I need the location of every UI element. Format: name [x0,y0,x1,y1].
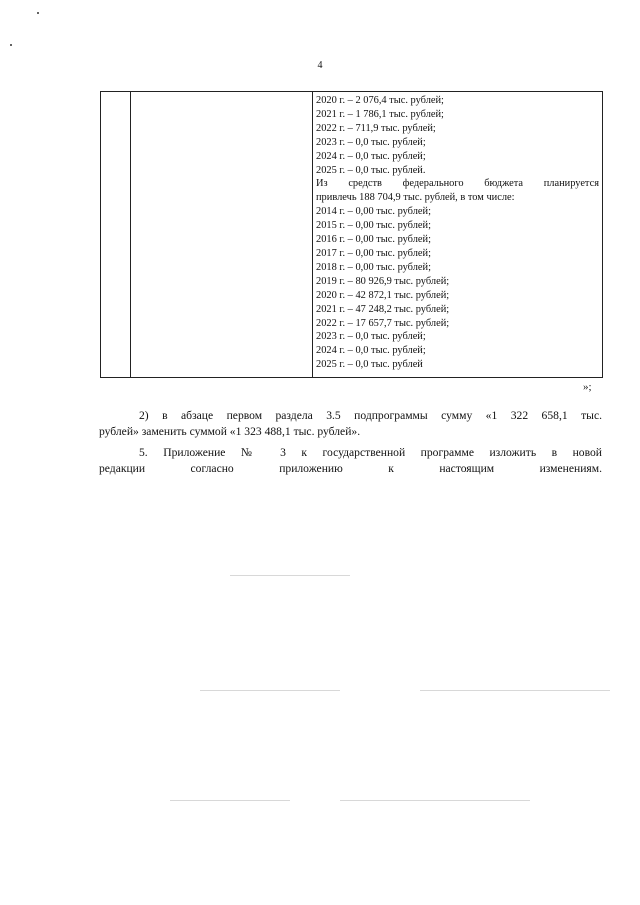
scan-speck [37,12,39,14]
scan-bleed-mark [170,800,290,801]
paragraph-line: редакции согласно приложению к настоящим изменениям. [99,461,602,475]
financing-line: 2020 г. – 2 076,4 тыс. рублей; [316,95,444,106]
financing-line: 2025 г. – 0,0 тыс. рублей. [316,164,426,176]
financing-line: привлечь 188 704,9 тыс. рублей, в том числе: [316,192,515,204]
table-column-divider [312,92,313,377]
financing-line: Из средств федерального бюджета планируется [316,178,599,190]
scan-bleed-mark [230,575,350,576]
scan-bleed-mark [420,690,610,691]
financing-line: 2019 г. – 80 926,9 тыс. рублей; [316,275,450,287]
scan-bleed-mark [200,690,340,691]
paragraph-line: 2) в абзаце первом раздела 3.5 подпрограммы сумму «1 322 658,1 тыс. [139,409,602,422]
closing-quote: »; [583,381,592,393]
financing-line: 2020 г. – 42 872,1 тыс. рублей; [316,289,450,301]
financing-line: 2024 г. – 0,0 тыс. рублей; [316,345,426,357]
financing-line: 2021 г. – 1 786,1 тыс. рублей; [316,108,444,120]
financing-line: 2014 г. – 0,00 тыс. рублей; [316,206,431,218]
table-column-divider [130,92,131,377]
page-number: 4 [317,60,323,71]
paragraph-2 [99,408,602,439]
financing-line: 2021 г. – 47 248,2 тыс. рублей; [316,303,450,315]
financing-line: 2017 г. – 0,00 тыс. рублей; [316,247,431,259]
scan-speck [10,44,12,46]
financing-line: 2023 г. – 0,0 тыс. рублей; [316,136,426,148]
financing-line: 2022 г. – 17 657,7 тыс. рублей; [316,317,450,329]
financing-line: 2023 г. – 0,0 тыс. рублей; [316,331,426,343]
financing-line: 2016 г. – 0,00 тыс. рублей; [316,234,431,246]
paragraph-5 [99,445,602,476]
financing-line: 2024 г. – 0,0 тыс. рублей; [316,150,426,162]
financing-line: 2015 г. – 0,00 тыс. рублей; [316,220,431,232]
scan-bleed-mark [340,800,530,801]
financing-line: 2022 г. – 711,9 тыс. рублей; [316,122,436,134]
financing-table [100,91,603,378]
paragraph-line: 5. Приложение № 3 к государственной программе изложить в новой [139,446,602,459]
paragraph-line: рублей» заменить суммой «1 323 488,1 тыс. рублей». [99,424,361,438]
financing-line: 2018 г. – 0,00 тыс. рублей; [316,261,431,273]
financing-line: 2025 г. – 0,0 тыс. рублей [316,359,423,371]
financing-cell [316,94,599,372]
